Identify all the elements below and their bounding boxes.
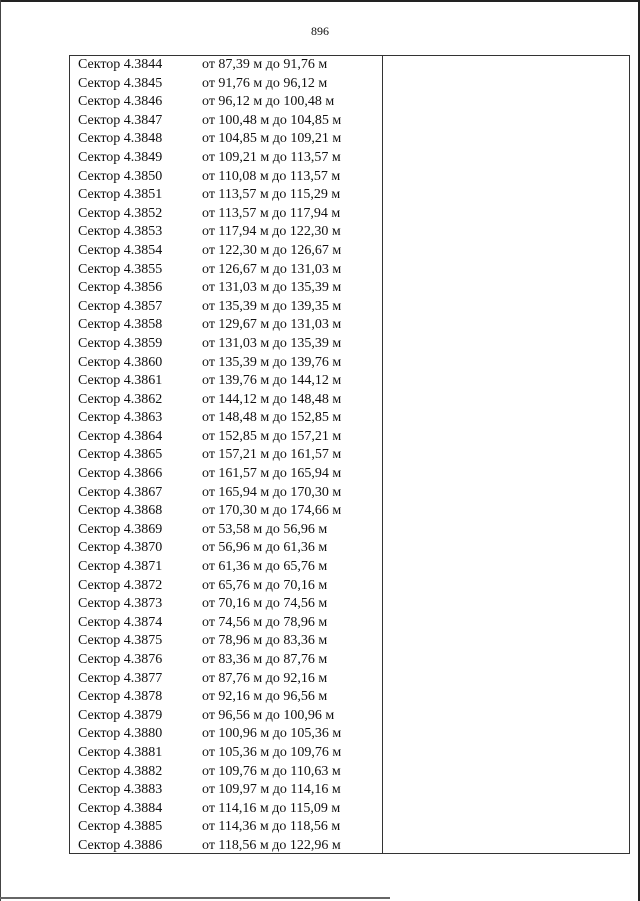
sector-name-cell: Сектор 4.3856	[78, 280, 163, 296]
table-row	[69, 372, 382, 391]
sector-name-cell: Сектор 4.3861	[78, 373, 163, 389]
sector-name-cell: Сектор 4.3868	[78, 503, 163, 519]
sector-name-cell: Сектор 4.3845	[78, 75, 163, 91]
distance-range-cell: от 113,57 м до 115,29 м	[202, 187, 341, 203]
sector-name-cell: Сектор 4.3867	[78, 484, 163, 500]
sector-name-cell: Сектор 4.3872	[78, 577, 163, 593]
distance-range-cell: от 144,12 м до 148,48 м	[202, 391, 342, 407]
column-divider	[382, 55, 383, 854]
distance-range-cell: от 135,39 м до 139,35 м	[202, 298, 342, 314]
table-row	[69, 428, 382, 447]
table-row	[69, 818, 382, 837]
distance-range-cell: от 165,94 м до 170,30 м	[202, 484, 342, 500]
table-row	[69, 149, 382, 168]
sector-name-cell: Сектор 4.3879	[78, 707, 163, 723]
sector-name-cell: Сектор 4.3881	[78, 744, 163, 760]
table-row	[69, 539, 382, 558]
table-row	[69, 335, 382, 354]
sector-name-cell: Сектор 4.3846	[78, 94, 163, 110]
table-row	[69, 112, 382, 131]
page-number: 896	[311, 24, 329, 38]
sector-name-cell: Сектор 4.3844	[78, 57, 163, 72]
distance-range-cell: от 114,36 м до 118,56 м	[202, 819, 341, 835]
table-row	[69, 707, 382, 726]
table-row	[69, 298, 382, 317]
distance-range-cell: от 157,21 м до 161,57 м	[202, 447, 342, 463]
distance-range-cell: от 129,67 м до 131,03 м	[202, 317, 342, 333]
distance-range-cell: от 105,36 м до 109,76 м	[202, 744, 342, 760]
table-row	[69, 632, 382, 651]
distance-range-cell: от 78,96 м до 83,36 м	[202, 633, 328, 649]
distance-range-cell: от 113,57 м до 117,94 м	[202, 205, 341, 221]
table-row	[69, 725, 382, 744]
sector-name-cell: Сектор 4.3882	[78, 763, 163, 779]
distance-range-cell: от 109,97 м до 114,16 м	[202, 782, 341, 798]
sector-name-cell: Сектор 4.3869	[78, 521, 163, 537]
sector-name-cell: Сектор 4.3854	[78, 242, 163, 258]
table-row	[69, 391, 382, 410]
distance-range-cell: от 56,96 м до 61,36 м	[202, 540, 328, 556]
sector-name-cell: Сектор 4.3848	[78, 131, 163, 147]
distance-range-cell: от 117,94 м до 122,30 м	[202, 224, 341, 240]
table-body	[69, 56, 382, 856]
table-row	[69, 279, 382, 298]
sector-name-cell: Сектор 4.3875	[78, 633, 163, 649]
distance-range-cell: от 100,96 м до 105,36 м	[202, 726, 342, 742]
table-row	[69, 558, 382, 577]
sector-name-cell: Сектор 4.3847	[78, 112, 163, 128]
table-row	[69, 130, 382, 149]
table-row	[69, 168, 382, 187]
distance-range-cell: от 91,76 м до 96,12 м	[202, 75, 328, 91]
sector-name-cell: Сектор 4.3878	[78, 689, 163, 705]
table-row	[69, 465, 382, 484]
distance-range-cell: от 61,36 м до 65,76 м	[202, 559, 328, 575]
table-row	[69, 670, 382, 689]
table-row	[69, 688, 382, 707]
distance-range-cell: от 139,76 м до 144,12 м	[202, 373, 342, 389]
distance-range-cell: от 170,30 м до 174,66 м	[202, 503, 342, 519]
sector-name-cell: Сектор 4.3886	[78, 837, 163, 853]
distance-range-cell: от 87,76 м до 92,16 м	[202, 670, 328, 686]
sector-name-cell: Сектор 4.3870	[78, 540, 163, 556]
table-row	[69, 595, 382, 614]
sector-name-cell: Сектор 4.3859	[78, 335, 163, 351]
table-row	[69, 316, 382, 335]
sector-name-cell: Сектор 4.3880	[78, 726, 163, 742]
sector-name-cell: Сектор 4.3874	[78, 614, 163, 630]
distance-range-cell: от 148,48 м до 152,85 м	[202, 410, 342, 426]
distance-range-cell: от 118,56 м до 122,96 м	[202, 837, 341, 853]
sector-name-cell: Сектор 4.3871	[78, 559, 163, 575]
sector-name-cell: Сектор 4.3860	[78, 354, 163, 370]
sector-name-cell: Сектор 4.3864	[78, 428, 163, 444]
scan-edge-left	[0, 0, 1, 901]
sector-name-cell: Сектор 4.3849	[78, 149, 163, 165]
table-row	[69, 446, 382, 465]
distance-range-cell: от 135,39 м до 139,76 м	[202, 354, 342, 370]
table-row	[69, 744, 382, 763]
distance-range-cell: от 126,67 м до 131,03 м	[202, 261, 342, 277]
table-row	[69, 521, 382, 540]
distance-range-cell: от 161,57 м до 165,94 м	[202, 466, 342, 482]
distance-range-cell: от 152,85 м до 157,21 м	[202, 428, 342, 444]
distance-range-cell: от 110,08 м до 113,57 м	[202, 168, 341, 184]
table-row	[69, 763, 382, 782]
sector-name-cell: Сектор 4.3855	[78, 261, 163, 277]
distance-range-cell: от 114,16 м до 115,09 м	[202, 800, 341, 816]
table-row	[69, 242, 382, 261]
sector-name-cell: Сектор 4.3858	[78, 317, 163, 333]
table-row	[69, 205, 382, 224]
distance-range-cell: от 131,03 м до 135,39 м	[202, 280, 342, 296]
table-row	[69, 800, 382, 819]
table-row	[69, 93, 382, 112]
distance-range-cell: от 96,56 м до 100,96 м	[202, 707, 335, 723]
distance-range-cell: от 92,16 м до 96,56 м	[202, 689, 328, 705]
distance-range-cell: от 53,58 м до 56,96 м	[202, 521, 328, 537]
table-row	[69, 223, 382, 242]
table-row	[69, 651, 382, 670]
sector-name-cell: Сектор 4.3885	[78, 819, 163, 835]
sector-name-cell: Сектор 4.3857	[78, 298, 163, 314]
distance-range-cell: от 122,30 м до 126,67 м	[202, 242, 342, 258]
table-row	[69, 261, 382, 280]
distance-range-cell: от 74,56 м до 78,96 м	[202, 614, 328, 630]
distance-range-cell: от 87,39 м до 91,76 м	[202, 57, 328, 72]
sector-name-cell: Сектор 4.3873	[78, 596, 163, 612]
sector-name-cell: Сектор 4.3876	[78, 652, 163, 667]
table-row	[69, 837, 382, 856]
sector-name-cell: Сектор 4.3865	[78, 447, 163, 463]
distance-range-cell: от 131,03 м до 135,39 м	[202, 335, 342, 351]
sector-name-cell: Сектор 4.3877	[78, 670, 163, 686]
table-row	[69, 484, 382, 503]
table-row	[69, 186, 382, 205]
scan-edge-top	[0, 0, 640, 2]
distance-range-cell: от 109,76 м до 110,63 м	[202, 763, 341, 779]
distance-range-cell: от 70,16 м до 74,56 м	[202, 596, 328, 612]
distance-range-cell: от 109,21 м до 113,57 м	[202, 149, 341, 165]
table-row	[69, 614, 382, 633]
sector-name-cell: Сектор 4.3866	[78, 466, 163, 482]
sector-name-cell: Сектор 4.3852	[78, 205, 163, 221]
distance-range-cell: от 104,85 м до 109,21 м	[202, 131, 342, 147]
sector-name-cell: Сектор 4.3884	[78, 800, 163, 816]
table-row	[69, 56, 382, 75]
table-row	[69, 75, 382, 94]
distance-range-cell: от 65,76 м до 70,16 м	[202, 577, 328, 593]
sector-name-cell: Сектор 4.3850	[78, 168, 163, 184]
table-row	[69, 577, 382, 596]
table-row	[69, 502, 382, 521]
sector-name-cell: Сектор 4.3853	[78, 224, 163, 240]
sector-name-cell: Сектор 4.3862	[78, 391, 163, 407]
distance-range-cell: от 96,12 м до 100,48 м	[202, 94, 335, 110]
sector-name-cell: Сектор 4.3851	[78, 187, 163, 203]
table-row	[69, 409, 382, 428]
sector-name-cell: Сектор 4.3863	[78, 410, 163, 426]
distance-range-cell: от 83,36 м до 87,76 м	[202, 652, 328, 667]
sector-name-cell: Сектор 4.3883	[78, 782, 163, 798]
table-row	[69, 781, 382, 800]
distance-range-cell: от 100,48 м до 104,85 м	[202, 112, 342, 128]
table-row	[69, 354, 382, 373]
scan-edge-bottom	[0, 897, 390, 899]
